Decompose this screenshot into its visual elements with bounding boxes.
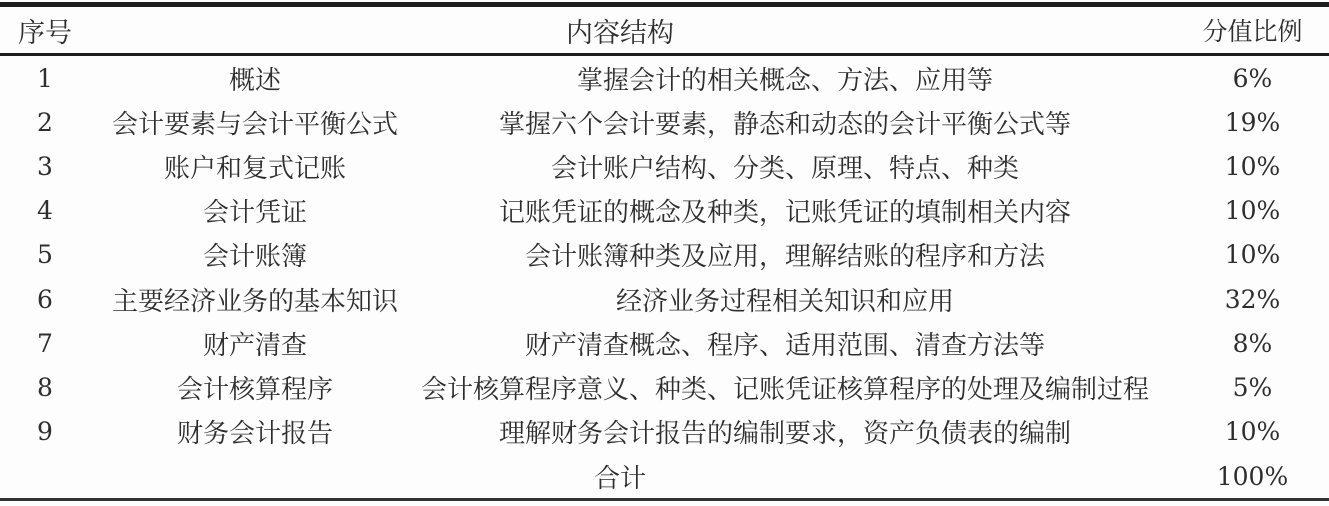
- ratio-cell: 5%: [1232, 373, 1273, 403]
- header-num: 序号: [0, 5, 90, 55]
- row-number: 9: [37, 417, 53, 447]
- row-number: 3: [37, 152, 53, 182]
- header-row: [0, 5, 1329, 55]
- row-number: 7: [37, 328, 53, 358]
- topic-cell: 主要经济业务的基本知识: [111, 286, 398, 317]
- ratio-cell: 10%: [1224, 152, 1281, 182]
- row-number: 8: [37, 373, 53, 403]
- table-row: [0, 100, 1329, 144]
- ratio-cell: 10%: [1224, 196, 1281, 226]
- topic-cell: 财务会计报告: [176, 419, 333, 450]
- total-empty-num: [0, 454, 90, 500]
- header-content: 内容结构: [90, 5, 1150, 55]
- topic-cell: 会计要素与会计平衡公式: [111, 109, 398, 140]
- table-row: [0, 144, 1329, 188]
- description-cell: 记账凭证的概念及种类，记账凭证的填制相关内容: [498, 198, 1071, 229]
- topic-cell: 财产清查: [202, 330, 307, 361]
- row-number: 4: [37, 196, 53, 226]
- row-number: 2: [37, 107, 53, 137]
- description-cell: 财产清查概念、程序、适用范围、清查方法等: [524, 330, 1045, 361]
- description-cell: 经济业务过程相关知识和应用: [615, 286, 954, 317]
- score-table: [0, 2, 1329, 501]
- description-cell: 会计核算程序意义、种类、记账凭证核算程序的处理及编制过程: [420, 375, 1149, 406]
- ratio-cell: 10%: [1224, 240, 1281, 270]
- table-row: [0, 55, 1329, 101]
- ratio-cell: 32%: [1224, 284, 1281, 314]
- ratio-cell: 8%: [1232, 328, 1273, 358]
- topic-cell: 会计核算程序: [176, 375, 333, 406]
- total-label: 合计: [593, 463, 646, 494]
- topic-cell: 账户和复式记账: [163, 154, 346, 185]
- table-body: [0, 55, 1329, 455]
- description-cell: 理解财务会计报告的编制要求，资产负债表的编制: [498, 419, 1071, 450]
- header-ratio: 分值比例: [1150, 5, 1329, 55]
- ratio-cell: 10%: [1224, 417, 1281, 447]
- total-row: [0, 454, 1329, 500]
- topic-cell: 会计凭证: [202, 198, 307, 229]
- table-row: [0, 277, 1329, 321]
- topic-cell: 会计账簿: [202, 242, 307, 273]
- table-row: [0, 410, 1329, 454]
- table-row: [0, 321, 1329, 365]
- row-number: 5: [37, 240, 53, 270]
- description-cell: 掌握会计的相关概念、方法、应用等: [576, 65, 993, 96]
- table-header: [0, 5, 1329, 55]
- ratio-cell: 6%: [1232, 63, 1273, 93]
- table-row: [0, 366, 1329, 410]
- table-footer: [0, 454, 1329, 500]
- description-cell: 掌握六个会计要素，静态和动态的会计平衡公式等: [498, 109, 1071, 140]
- row-number: 6: [37, 284, 53, 314]
- table-row: [0, 233, 1329, 277]
- total-ratio: 100%: [1216, 461, 1289, 491]
- ratio-cell: 19%: [1224, 107, 1281, 137]
- description-cell: 会计账户结构、分类、原理、特点、种类: [550, 154, 1019, 185]
- table-row: [0, 189, 1329, 233]
- description-cell: 会计账簿种类及应用，理解结账的程序和方法: [524, 242, 1045, 273]
- topic-cell: 概述: [228, 65, 281, 96]
- row-number: 1: [37, 63, 53, 93]
